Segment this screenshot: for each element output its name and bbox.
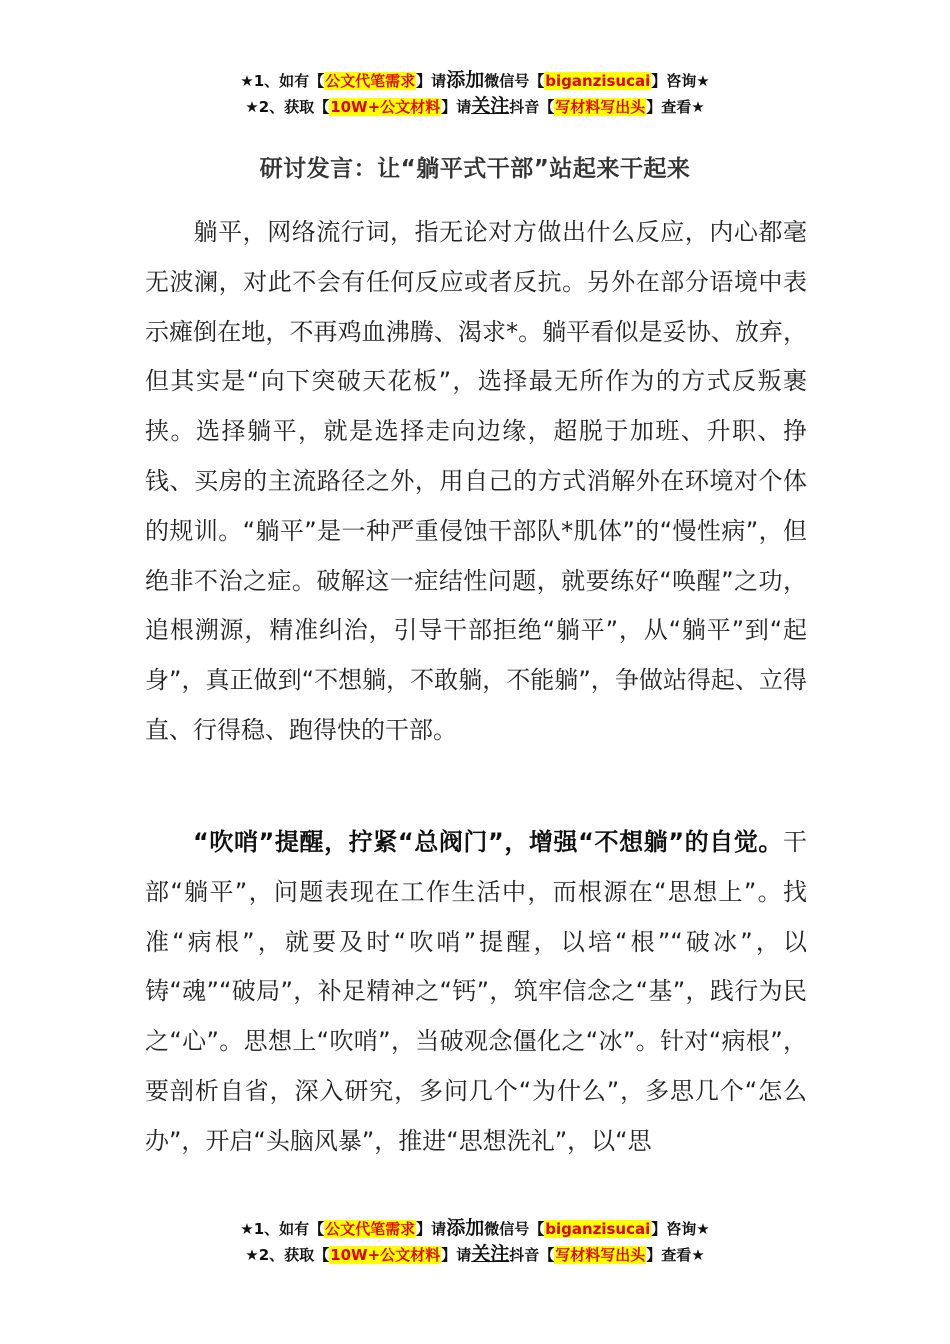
banner-line-2: ★2、获取【10W+公文材料】请关注抖音【写材料写出头】查看★ <box>245 1243 705 1265</box>
highlight-materials: 10W+公文材料 <box>330 98 441 116</box>
section-heading: “吹哨”提醒，拧紧“总阀门”，增强“不想躺”的自觉。 <box>193 828 783 856</box>
paragraph-intro: 躺平，网络流行词，指无论对方做出什么反应，内心都毫无波澜，对此不会有任何反应或者反抗。另外在部分语境中表示瘫倒在地，不再鸡血沸腾、渴求*。躺平看似是妥协、放弃，但其实是“向下突破天花板”，选择最无所作为的方式反叛裹挟。选择躺平，就是选择走向边缘，超脱于加班、升职、挣钱、买房的主流路径之外，用自己的方式消解外在环境对个体的规训。“躺平”是一种严重侵蚀干部队*肌体”的“慢性病”，但绝非不治之症。破解这一症结性问题，就要练好“唤醒”之功，追根溯源，精准纠治，引导干部拒绝“躺平”，从“躺平”到“起身”，真正做到“不想躺，不敢躺，不能躺”，争做站得起、立得直、行得稳、跑得快的干部。 <box>145 218 807 744</box>
highlight-service: 公文代笔需求 <box>325 72 416 90</box>
footer-banner <box>0 1216 950 1268</box>
highlight-douyin-account: 写材料写出头 <box>555 1246 646 1264</box>
highlight-douyin-account: 写材料写出头 <box>555 98 646 116</box>
paragraph-section-1: “吹哨”提醒，拧紧“总阀门”，增强“不想躺”的自觉。干部“躺平”，问题表现在工作生活中，而根源在“思想上”。找准“病根”，就要及时“吹哨”提醒，以培“根”“破冰”，以铸“魂”“破局”，补足精神之“钙”，筑牢信念之“基”，践行为民之“心”。思想上“吹哨”，当破观念僵化之“冰”。针对“病根”，要剖析自省，深入研究，多问几个“为什么”，多思几个“怎么办”，开启“头脑风暴”，推进“思想洗礼”，以“思 <box>145 828 807 1155</box>
document-title: 研讨发言：让“躺平式干部”站起来干起来 <box>259 156 691 182</box>
banner-line-1: ★1、如有【公文代笔需求】请添加微信号【biganzisucai】咨询★ <box>240 69 710 91</box>
banner-line-1: ★1、如有【公文代笔需求】请添加微信号【biganzisucai】咨询★ <box>240 1217 710 1239</box>
highlight-materials: 10W+公文材料 <box>330 1246 441 1264</box>
highlight-wechat-id: biganzisucai <box>545 72 651 90</box>
highlight-wechat-id: biganzisucai <box>545 1220 651 1238</box>
header-banner <box>0 68 950 120</box>
banner-line-2: ★2、获取【10W+公文材料】请关注抖音【写材料写出头】查看★ <box>245 95 705 117</box>
highlight-service: 公文代笔需求 <box>325 1220 416 1238</box>
